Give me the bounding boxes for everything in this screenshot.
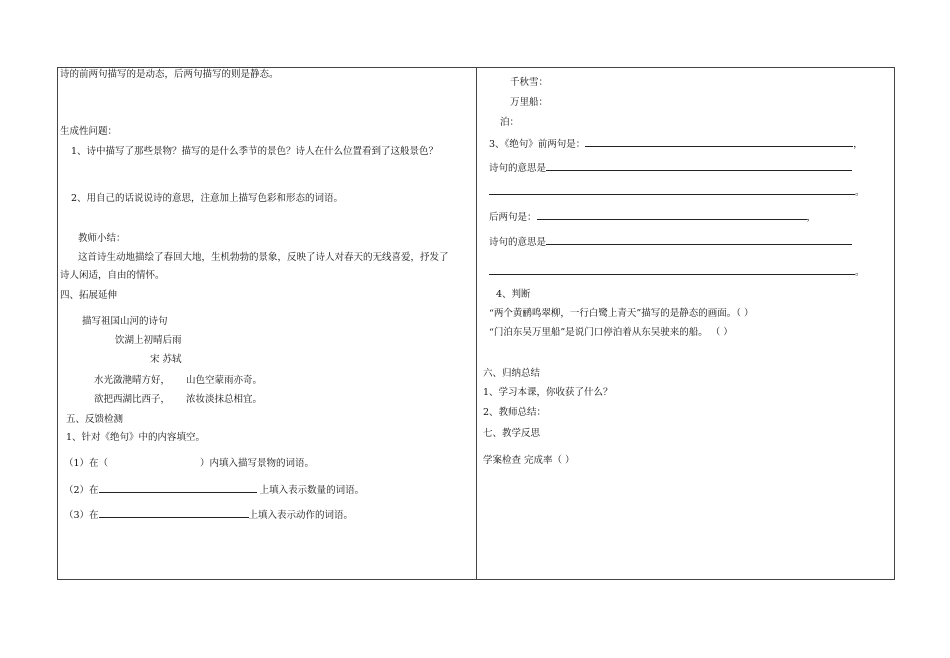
poem-line-2b: 浓妆淡抹总相宜。	[186, 394, 263, 405]
judge-item-1: “两个黄鹂鸣翠柳，一行白鹭上青天”描写的是静态的画面。（ ）	[489, 308, 754, 319]
intro-text: 诗的前两句描写的是动态，后两句描写的则是静态。	[60, 69, 279, 80]
meaning-2: 诗句的意思是	[489, 235, 852, 249]
fill-item-2: （2）在 上填入表示数量的词语。	[64, 485, 365, 496]
question-3: 3、《绝句》前两句是： ，	[489, 139, 863, 150]
fill-blank-3[interactable]	[99, 508, 249, 518]
meaning-1-continued: 。	[489, 185, 865, 199]
answer-blank-first-lines[interactable]	[585, 137, 853, 147]
question-1: 1、诗中描写了那些景物？描写的是什么季节的景色？诗人在什么位置看到了这般景色？	[71, 146, 439, 157]
question-4: 4、判断	[496, 289, 531, 300]
answer-blank-meaning-1a[interactable]	[546, 161, 852, 171]
answer-blank-meaning-1b[interactable]	[489, 185, 855, 195]
poem-line-2a: 欲把西湖比西子，	[94, 394, 171, 405]
section-4-title: 四、拓展延伸	[60, 290, 118, 301]
poem-line-1b: 山色空蒙雨亦奇。	[186, 375, 263, 386]
fill-blank-2[interactable]	[99, 483, 257, 493]
answer-blank-meaning-2a[interactable]	[546, 235, 852, 245]
generative-questions-title: 生成性问题：	[60, 126, 118, 137]
section-7-title: 七、教学反思	[483, 428, 541, 439]
back-lines: 后两句是： ，	[489, 212, 817, 223]
fill-item-1: （1）在（ ）内填入描写景物的词语。	[64, 458, 315, 469]
poem-author: 宋 苏轼	[150, 354, 182, 365]
summary-1: 1、学习本课，你收获了什么？	[483, 387, 613, 398]
column-divider	[476, 67, 477, 580]
section-6-title: 六、归纳总结	[483, 368, 541, 379]
worksheet-check: 学案检查 完成率（ ）	[483, 455, 575, 466]
poem-line-1a: 水光潋滟晴方好，	[94, 375, 171, 386]
teacher-summary-line-2: 诗人闲适，自由的情怀。	[60, 270, 165, 281]
teacher-summary-title: 教师小结：	[78, 233, 126, 244]
poem-title: 饮湖上初晴后雨	[115, 335, 182, 346]
meaning-1: 诗句的意思是	[489, 161, 852, 175]
question-2: 2、用自己的话说说诗的意思，注意加上描写色彩和形态的词语。	[71, 193, 344, 204]
word-bo: 泊：	[500, 117, 520, 128]
section-5-title: 五、反馈检测	[66, 414, 124, 425]
judge-item-2: “门泊东吴万里船”是说门口停泊着从东吴驶来的船。 （ ）	[489, 327, 733, 338]
answer-blank-back-lines[interactable]	[537, 210, 807, 220]
fill-in-title: 1、针对《绝句》中的内容填空。	[66, 432, 206, 443]
poem-intro: 描写祖国山河的诗句	[82, 316, 168, 327]
teacher-summary-line-1: 这首诗生动地描绘了春回大地，生机勃勃的景象，反映了诗人对春天的无线喜爱，抒发了	[78, 252, 449, 263]
fill-item-3: （3）在 上填入表示动作的词语。	[64, 510, 354, 521]
word-qianqiuxue: 千秋雪：	[510, 77, 549, 88]
summary-2: 2、教师总结：	[483, 407, 547, 418]
word-wanlichuan: 万里船：	[510, 97, 549, 108]
answer-blank-meaning-2b[interactable]	[489, 265, 855, 275]
meaning-2-continued: 。	[489, 265, 865, 279]
